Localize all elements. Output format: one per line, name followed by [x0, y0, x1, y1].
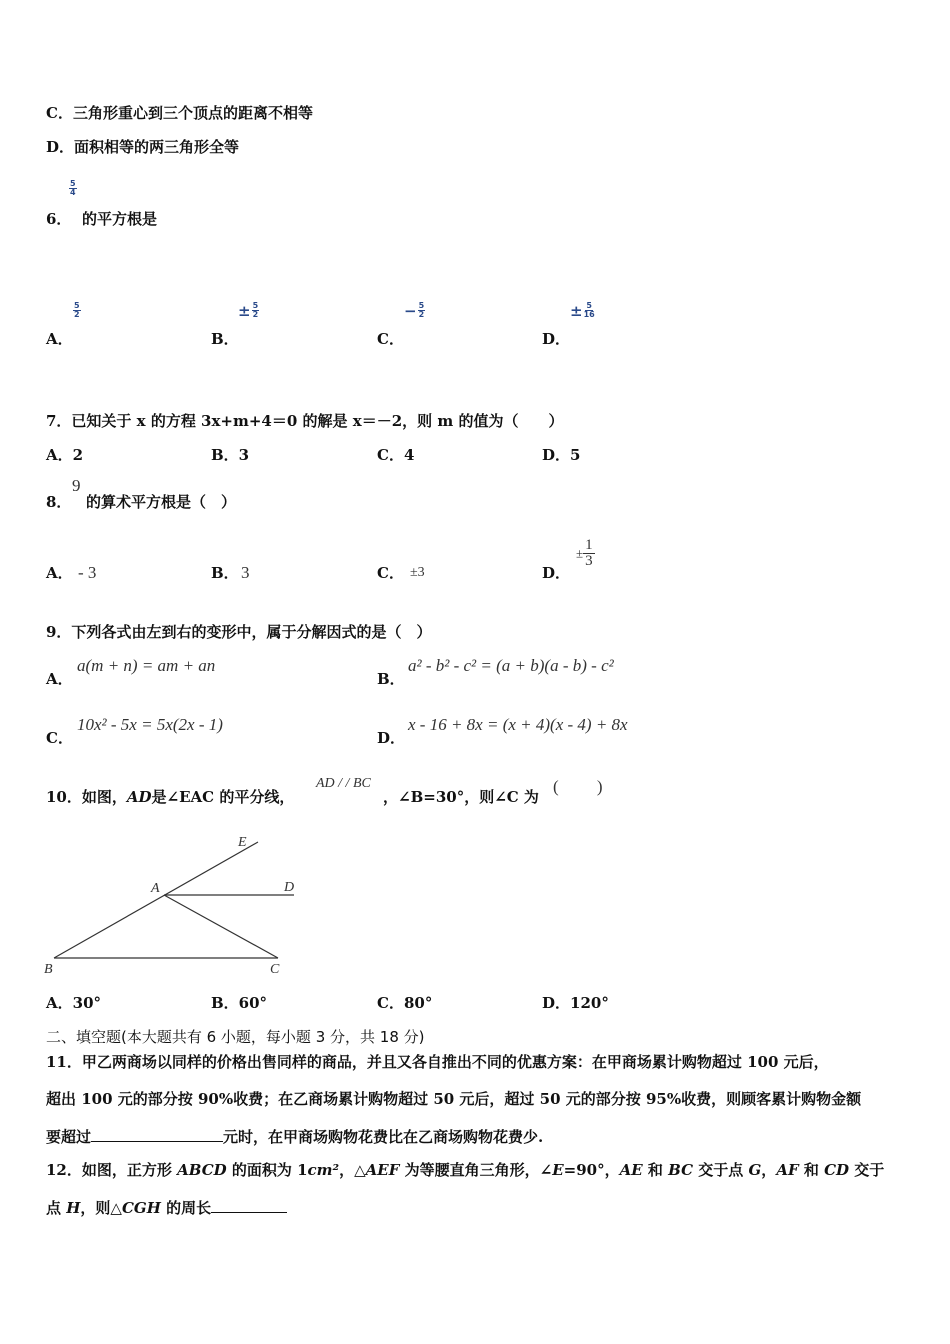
q11-answer-blank[interactable] [91, 1127, 223, 1142]
q6-fraction: $\frac{5}{4}$ [70, 179, 76, 197]
q10-figure [40, 828, 310, 978]
label-a: A [151, 881, 160, 896]
q10-option-b: B．60° [211, 994, 268, 1012]
q9-option-c-expr: 10x² - 5x = 5x(2x - 1) [77, 715, 223, 734]
q9-option-d-label: D． [377, 729, 406, 747]
q9-stem: 9．下列各式由左到右的变形中，属于分解因式的是（ ） [46, 623, 432, 641]
line-ac [164, 895, 278, 958]
q10-option-c: C．80° [377, 994, 433, 1012]
q8-option-d-label: D． [542, 564, 571, 582]
q8-radicand: 9 [72, 476, 81, 495]
q9-option-d-expr: x - 16 + 8x = (x + 4)(x - 4) + 8x [408, 715, 628, 734]
q6-option-a-value: $\frac{5}{2}$ [74, 301, 80, 319]
q5-option-c: C．三角形重心到三个顶点的距离不相等 [46, 104, 313, 122]
q11-line-3: 要超过 元时，在甲商场购物花费比在乙商场购物花费少. [46, 1128, 544, 1146]
q10-stem-end: ，∠B=30°，则∠C 为 [383, 788, 539, 806]
q10-condition: AD / / BC [316, 776, 371, 791]
label-d: D [284, 880, 295, 895]
q12-answer-blank[interactable] [211, 1198, 287, 1213]
q6-option-b-value: ± $\frac{5}{2}$ [238, 301, 259, 320]
q12-line-1: 12．如图，正方形 ABCD 的面积为 1cm²，△AEF 为等腰直角三角形，∠E=90°，AE 和 BC 交于点 G，AF 和 CD 交于 [46, 1161, 885, 1179]
q10-option-a: A．30° [46, 994, 102, 1012]
label-b: B [44, 962, 53, 977]
label-e: E [238, 835, 247, 850]
q8-option-c-value: ±3 [410, 565, 425, 580]
q8-option-b-label: B． [211, 564, 239, 582]
q6-stem: 的平方根是 [82, 210, 158, 228]
q7-stem: 7．已知关于 x 的方程 3x+m+4＝0 的解是 x＝－2，则 m 的值为（ ） [46, 412, 564, 430]
q8-option-c-label: C． [377, 564, 404, 582]
q11-line-1: 11．甲乙两商场以同样的价格出售同样的商品，并且又各自推出不同的优惠方案：在甲商场累计购物超过 100 元后， [46, 1053, 829, 1071]
q7-option-b: B．3 [211, 446, 250, 464]
q6-option-d-value: ± $\frac{5}{16}$ [570, 301, 595, 320]
q5-option-d: D．面积相等的两三角形全等 [46, 138, 240, 156]
q8-option-d-value: ± $\frac{1}{3}$ [576, 537, 593, 569]
q10-answer-paren: ( ) [553, 777, 603, 796]
q8-stem: 的算术平方根是（ ） [86, 493, 237, 511]
q8-option-b-value: 3 [241, 563, 250, 582]
q6-option-d-label: D． [542, 330, 571, 348]
q11-line-2: 超出 100 元的部分按 90%收费；在乙商场累计购物超过 50 元后，超过 50 元的部分按 95%收费，则顾客累计购物金额 [46, 1090, 862, 1108]
q7-option-c: C．4 [377, 446, 415, 464]
q9-option-b-label: B． [377, 670, 405, 688]
line-be [54, 842, 258, 958]
q9-option-a-label: A． [46, 670, 73, 688]
q10-stem: 10．如图，AD是∠EAC 的平分线， [46, 788, 295, 806]
q8-option-a-value: - 3 [78, 563, 97, 582]
label-c: C [270, 962, 280, 977]
q8-option-a-label: A． [46, 564, 73, 582]
q6-number: 6． [46, 210, 72, 228]
q8-number: 8． [46, 493, 72, 511]
q9-option-c-label: C． [46, 729, 73, 747]
q9-option-a-expr: a(m + n) = am + an [77, 656, 216, 675]
q10-option-d: D．120° [542, 994, 609, 1012]
q7-option-d: D．5 [542, 446, 581, 464]
q7-option-a: A．2 [46, 446, 84, 464]
q6-option-a-label: A． [46, 330, 73, 348]
q6-option-b-label: B． [211, 330, 239, 348]
q12-line-2: 点 H，则△CGH 的周长 [46, 1197, 287, 1218]
section-title: 二、填空题(本大题共有 6 小题，每小题 3 分，共 18 分) [46, 1028, 425, 1046]
q6-option-c-value: − $\frac{5}{2}$ [404, 301, 425, 320]
q6-option-c-label: C． [377, 330, 404, 348]
q9-option-b-expr: a² - b² - c² = (a + b)(a - b) - c² [408, 656, 614, 675]
